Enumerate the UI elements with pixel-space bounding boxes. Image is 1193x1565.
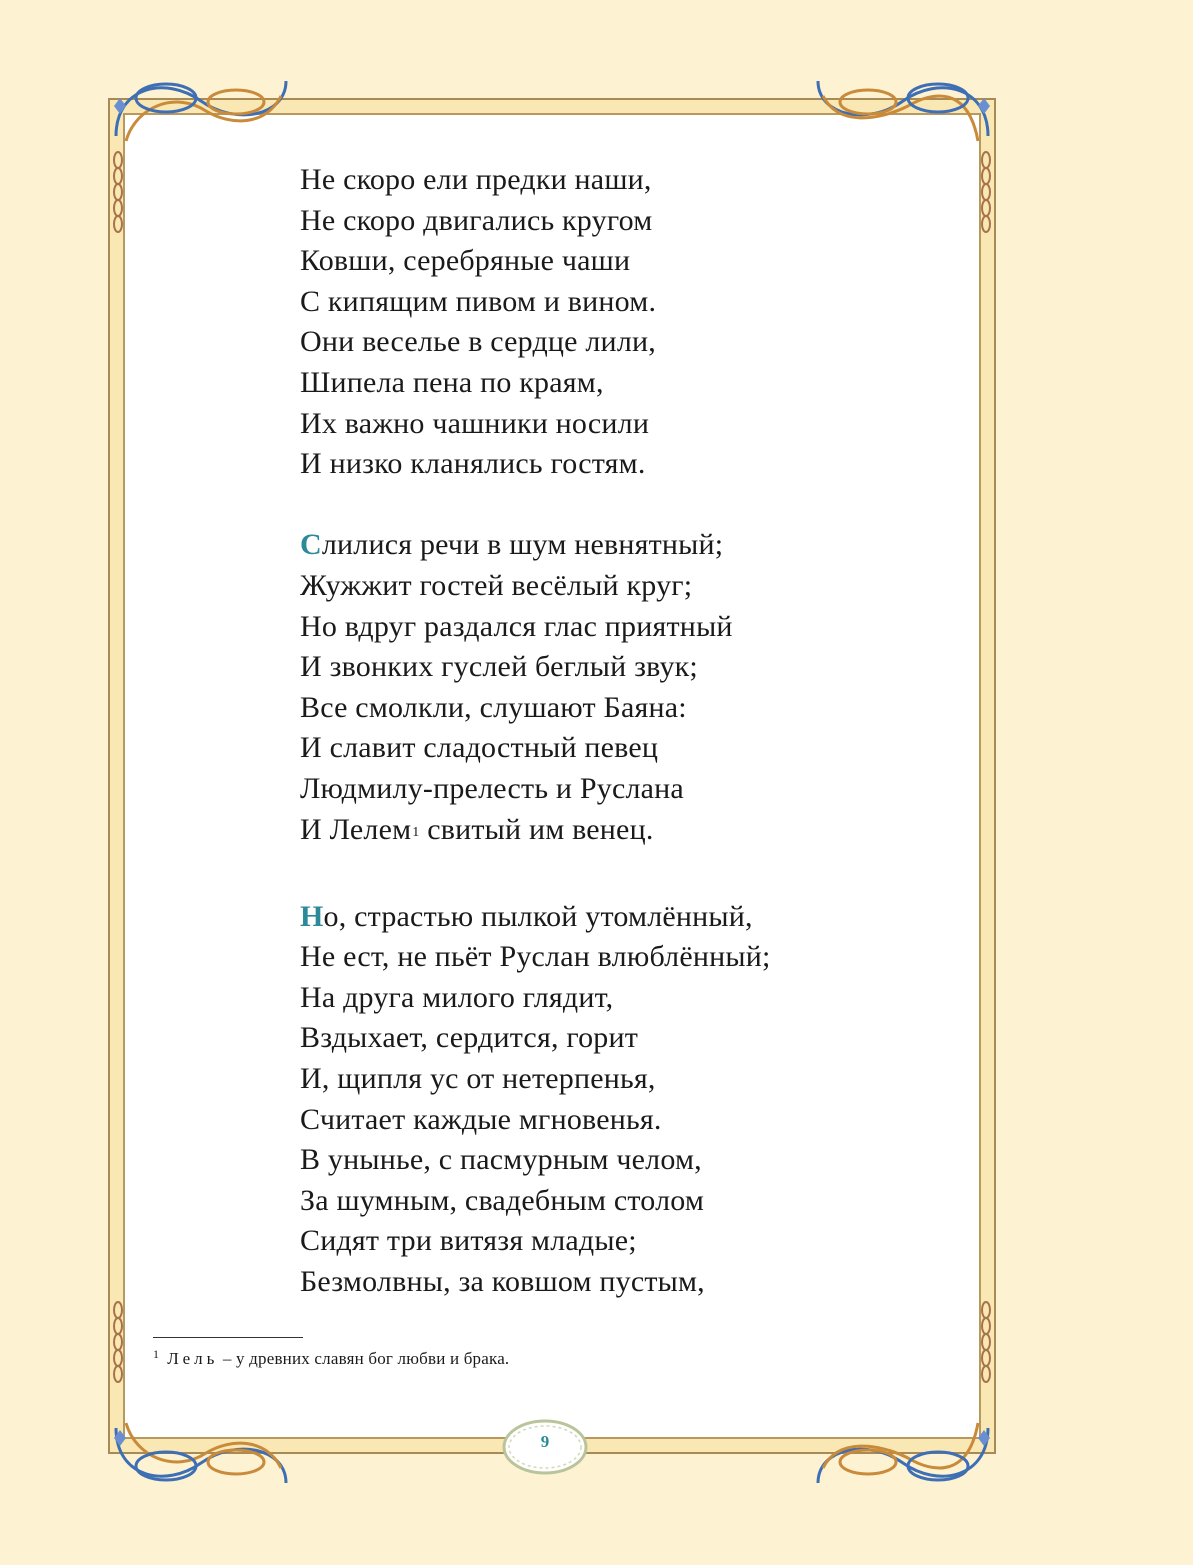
verse-line: Они веселье в сердце лили, [300, 325, 656, 359]
footnote-number: 1 [153, 1347, 160, 1361]
verse-line: Безмолвны, за ковшом пустым, [300, 1265, 705, 1299]
verse-line: И, щипля ус от нетерпенья, [300, 1062, 656, 1096]
verse-line: И звонких гуслей беглый звук; [300, 650, 698, 684]
page-number: 9 [540, 1432, 550, 1451]
footnote [153, 1349, 509, 1369]
chain-icon [980, 1300, 992, 1390]
verse-line: Считает каждые мгновенья. [300, 1102, 662, 1136]
verse-line: Но вдруг раздался глас приятный [300, 609, 733, 643]
footnote-term: Лель [167, 1349, 219, 1368]
chain-icon [980, 150, 992, 240]
footnote-text: – у древних славян бог любви и брака. [218, 1349, 510, 1368]
verse-line: Жужжит гостей весёлый круг; [300, 568, 693, 602]
stanza-3 [300, 897, 900, 1303]
verse-line: Ковши, серебряные чаши [300, 244, 631, 278]
verse-line: Все смолкли, слушают Баяна: [300, 690, 687, 724]
verse-line [300, 810, 900, 857]
verse-line: Не ест, не пьёт Руслан влюблённый; [300, 940, 771, 974]
verse-line-rest: о, страстью пылкой утомлённый, [323, 899, 753, 933]
verse-line: И славит сладостный певец [300, 731, 659, 765]
verse-line-start: И Лелем [300, 812, 412, 846]
verse-line [300, 897, 900, 938]
celtic-knot-icon [106, 66, 296, 146]
verse-line: С кипящим пивом и вином. [300, 284, 657, 318]
stanza-2 [300, 525, 900, 856]
verse-line: Вздыхает, сердится, горит [300, 1021, 639, 1055]
celtic-knot-icon [106, 1418, 296, 1498]
verse-line: Шипела пена по краям, [300, 365, 604, 399]
verse-line: И низко кланялись гостям. [300, 447, 646, 481]
verse-line: За шумным, свадебным столом [300, 1183, 705, 1217]
verse-line: На друга милого глядит, [300, 980, 614, 1014]
verse-line: Их важно чашники носили [300, 406, 650, 440]
verse-line-rest: лилися речи в шум невнятный; [321, 528, 724, 562]
poem [300, 160, 900, 1343]
verse-line: Не скоро двигались кругом [300, 203, 653, 237]
drop-cap: С [300, 528, 322, 562]
celtic-knot-icon [808, 1418, 998, 1498]
verse-line-end: свитый им венец. [419, 812, 654, 846]
verse-line: В унынье, с пасмурным челом, [300, 1143, 702, 1177]
verse-line [300, 525, 900, 566]
verse-line: Людмилу-прелесть и Руслана [300, 771, 684, 805]
celtic-knot-icon [808, 66, 998, 146]
verse-line: Сидят три витязя младые; [300, 1224, 637, 1258]
stanza-1 [300, 160, 900, 485]
footnote-divider [153, 1337, 303, 1338]
footnote-reference[interactable]: 1 [412, 824, 420, 840]
drop-cap: Н [300, 899, 324, 933]
verse-line: Не скоро ели предки наши, [300, 163, 652, 196]
